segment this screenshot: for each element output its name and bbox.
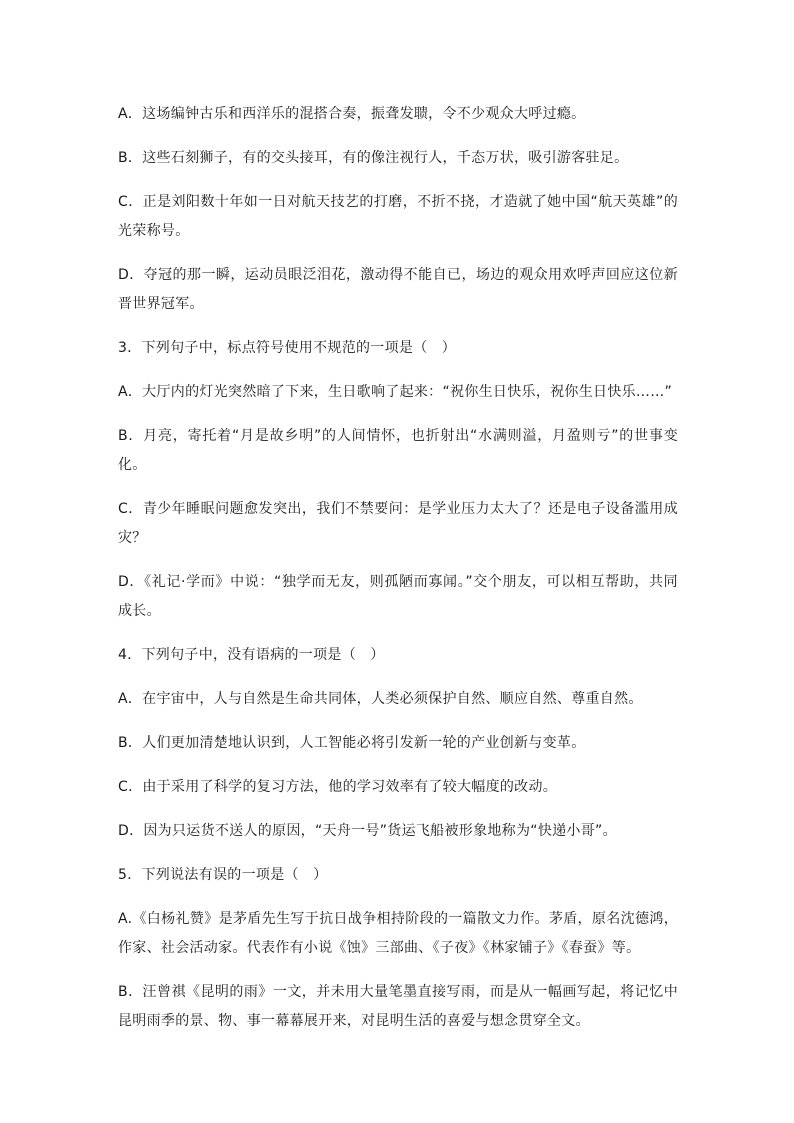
option-d-q4: D．因为只运货不送人的原因，“天舟一号”货运飞船被形象地称为“快递小哥”。 (118, 823, 617, 839)
question-4: 4．下列句子中，没有语病的一项是（ ） (118, 647, 385, 663)
option-c-q3: C．青少年睡眠问题愈发突出，我们不禁要问：是学业压力太大了？还是电子设备滥用成灾？ (118, 501, 678, 546)
option-c-q2: C．正是刘阳数十年如一日对航天技艺的打磨，不折不挠，才造就了她中国“航天英雄”的光荣称号。 (118, 194, 678, 239)
question-5: 5．下列说法有误的一项是（ ） (118, 867, 328, 883)
option-b-q2: B．这些石刻狮子，有的交头接耳，有的像注视行人，千态万状，吸引游客驻足。 (118, 150, 629, 166)
option-a-q3: A．大厅内的灯光突然暗了下来，生日歌响了起来：“祝你生日快乐，祝你生日快乐……” (118, 384, 673, 400)
option-d-q3: D．《礼记·学而》中说：“独学而无友，则孤陋而寡闻。”交个朋友，可以相互帮助，共同成长。 (118, 574, 678, 619)
question-3: 3．下列句子中，标点符号使用不规范的一项是（ ） (118, 340, 457, 356)
option-a-q2: A．这场编钟古乐和西洋乐的混搭合奏，振聋发聩，令不少观众大呼过瘾。 (118, 106, 586, 122)
document-page (118, 100, 678, 1051)
option-d-q2: D．夺冠的那一瞬，运动员眼泛泪花，激动得不能自已，场边的观众用欢呼声回应这位新晋世界冠军。 (118, 267, 678, 312)
option-a-q4: A．在宇宙中，人与自然是生命共同体，人类必须保护自然、顺应自然、尊重自然。 (118, 691, 643, 707)
option-b-q4: B．人们更加清楚地认识到，人工智能必将引发新一轮的产业创新与变革。 (118, 735, 586, 751)
option-b-q3: B．月亮，寄托着“月是故乡明”的人间情怀，也折射出“水满则溢，月盈则亏”的世事变化。 (118, 428, 678, 473)
option-c-q4: C．由于采用了科学的复习方法，他的学习效率有了较大幅度的改动。 (118, 779, 558, 795)
option-a-q5: A.《白杨礼赞》是茅盾先生写于抗日战争相持阶段的一篇散文力作。茅盾，原名沈德鸿，作家、社会活动家。代表作有小说《蚀》三部曲、《子夜》《林家铺子》《春蚕》等。 (118, 911, 678, 956)
option-b-q5: B．汪曾祺《昆明的雨》一文，并未用大量笔墨直接写雨，而是从一幅画写起，将记忆中昆明雨季的景、物、事一幕幕展开来，对昆明生活的喜爱与想念贯穿全文。 (118, 984, 678, 1029)
